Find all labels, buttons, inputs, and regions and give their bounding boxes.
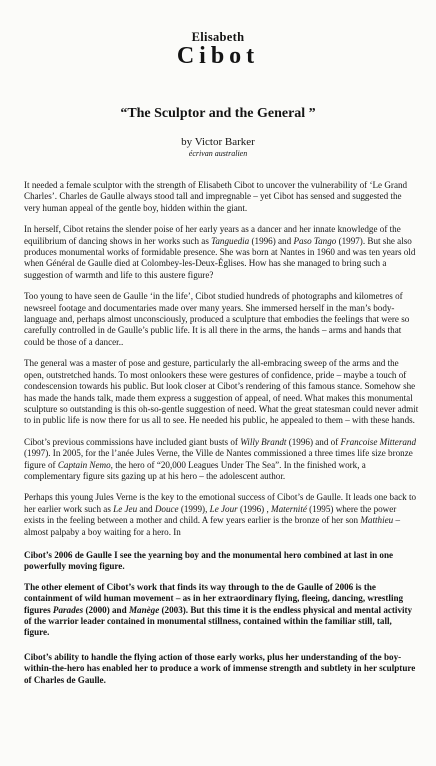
- italic-title-text: Willy Brandt: [240, 436, 287, 447]
- paragraph-text: (1997). But she also produces monumental works of formidable presence. She was born at Nantes in 1960 and was ten years old when Général de Gaulle died at Colombey-les-Deux-Églises. How has she managed to bring such a suggestion of warmth and life to this austere figure?: [24, 235, 416, 280]
- paragraph: [24, 358, 419, 426]
- paragraph-text: Too young to have seen de Gaulle ‘in the life’, Cibot studied hundreds of photographs and kilometres of newsreel footage and documentaries made over many years. She immersed herself in the man’s body-language and, perhaps almost unconsciously, produced a sculpture that embodies the feelings that were so carefully controlled in de Gaulle’s public life. It is all there in the arms, the hands – arms and hands that could be those of a dancer..: [24, 291, 410, 347]
- paragraph-text: (1996) ,: [237, 503, 272, 514]
- paragraph: [24, 224, 419, 281]
- paragraph: [24, 291, 419, 348]
- paragraph: [24, 582, 419, 639]
- paragraph-text: –almost palpaby a boy waiting for a hero. In: [24, 515, 401, 537]
- paragraph-text: The other element of Cibot’s work that finds its way through to the de Gaulle of 2006 is the containment of wild human movement – as in her extraordinary flying, fleeing, dancing, wrestling figures: [24, 581, 404, 615]
- paragraph-text: Cibot’s 2006 de Gaulle I see the yearning boy and the monumental hero combined at last in one powerfully moving figure.: [24, 549, 394, 572]
- article-body: [24, 180, 419, 696]
- author-role: écrivan australien: [188, 149, 248, 158]
- paragraph-text: (1996) and of: [286, 436, 341, 447]
- italic-title-text: Tanguedia: [211, 235, 250, 246]
- paragraph-text: (2003). But this time it is the endless physical and mental activity of the warrior leader contained in monumental stillness, contained within the familiar still, tall, figure.: [24, 604, 413, 638]
- italic-title-text: Douce: [154, 503, 179, 514]
- paragraph-text: (1999),: [178, 503, 210, 514]
- paragraph: [24, 550, 419, 573]
- author-byline: by Victor Barker: [181, 136, 255, 148]
- italic-title-text: Manège: [128, 604, 160, 615]
- italic-title-text: Paso Tango: [293, 235, 337, 246]
- paragraph-text: (1997). In 2005, for the l’anée Jules Verne, the Ville de Nantes commissioned a three times life size bronze figure of: [24, 448, 413, 470]
- paragraph-text: The general was a master of pose and gesture, particularly the all-embracing sweep of the arms and the open, outstretched hands. To most onlookers these were gestures of confidence, pride – maybe a touch of condescension towards his public. But look closer at Cibot’s rendering of this famous stance. Somehow she has made the hands talk, made them express a suggestion of appeal, of need. What makes this monumental sculpture so outstanding is this oh-so-gentle suggestion of need. What the great statesman could never admit to in public life is now there for us all to see. He needed his public, he appealed to them – with these hands.: [24, 358, 419, 426]
- paragraph-text: In herself, Cibot retains the slender poise of her early years as a dancer and her innate knowledge of the equilibrium of dancing shows in her works such as: [24, 224, 401, 246]
- paragraph: [24, 437, 419, 483]
- artist-last-name: Cibot: [176, 43, 260, 69]
- article-title: “The Sculptor and the General ”: [120, 106, 316, 121]
- paragraph-text: , the hero of “20,000 Leagues Under The Sea”. In the finished work, a complementary figure sits gazing up at his hero – the adolescent author.: [24, 459, 366, 481]
- paragraph: [24, 652, 419, 686]
- italic-title-text: Le Jour: [209, 503, 238, 514]
- paragraph-text: It needed a female sculptor with the strength of Elisabeth Cibot to uncover the vulnerability of ‘Le Grand Charles’. Charles de Gaulle always stood tall and impregnable – yet Cibot has sensed and suggested the very human appeal of the gentle boy, hidden within the giant.: [24, 180, 408, 213]
- paragraph-text: and: [137, 503, 155, 514]
- paragraph-text: (1996) and: [249, 235, 294, 246]
- paragraph-text: Cibot’s ability to handle the flying action of those early works, plus her understanding of the boy-within-the-hero has enabled her to produce a work of immense strength and subtlety in her sculpture of Charles de Gaulle.: [24, 651, 416, 685]
- paragraph-text: Perhaps this young Jules Verne is the key to the emotional success of Cibot’s de Gaulle. It leads one back to her earlier work such as: [24, 492, 417, 514]
- paragraph: [24, 492, 419, 538]
- paragraph-text: (2000) and: [83, 604, 129, 615]
- italic-title-text: Captain Nemo: [57, 459, 111, 470]
- italic-title-text: Le Jeu: [113, 503, 138, 514]
- artist-first-name: Elisabeth: [191, 30, 245, 44]
- paragraph: [24, 180, 419, 214]
- italic-title-text: Francoise Mitterand: [340, 436, 417, 447]
- italic-title-text: Matthieu: [360, 515, 394, 526]
- italic-title-text: Parades: [52, 604, 84, 615]
- italic-title-text: Maternité: [271, 503, 307, 514]
- paragraph-text: (1995) where the power exists in the feeling between a mother and child. A few years earlier is the bronze of her son: [24, 503, 397, 526]
- paragraph-text: Cibot’s previous commissions have included giant busts of: [24, 436, 241, 447]
